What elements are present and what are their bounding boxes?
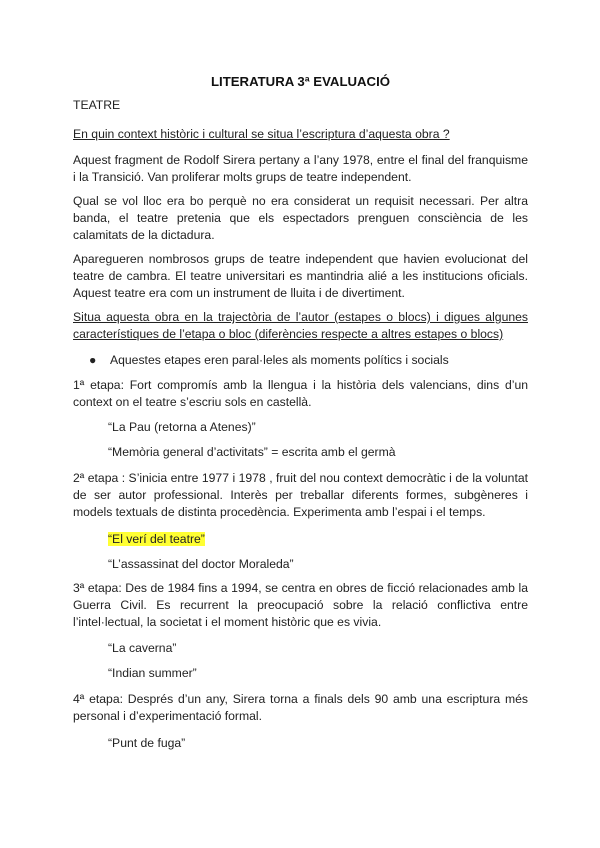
question-2: Situa aquesta obra en la trajectòria de l’autor (estapes o blocs) i digues algunes característiques de l’etapa o bloc (diferències respecte a altres estapes o blocs) [73,310,528,341]
page-title: LITERATURA 3ª EVALUACIÓ [210,74,390,89]
section-heading: TEATRE [73,98,121,112]
stage-1-description: 1ª etapa: Fort compromís amb la llengua i la història dels valencians, dins d’un context on el teatre s’escriu sols en castellà. [73,378,528,409]
paragraph-1: Aquest fragment de Rodolf Sirera pertany a l’any 1978, entre el final del franquisme i la Transició. Van proliferar molts grups de teatre independent. [73,153,528,184]
bullet-text: Aquestes etapes eren paral·leles als moments polítics i socials [110,353,449,367]
paragraph-3: Aparegueren nombrosos grups de teatre independent que havien evolucionat del teatre de cambra. El teatre universitari es mantindria alié a les institucions oficials. Aquest teatre era com un instrument de lluita i de divertiment. [73,252,528,300]
stage-4-work-1: “Punt de fuga” [108,736,186,750]
paragraph-2: Qual se vol lloc era bo perquè no era considerat un requisit necessari. Per altra banda, el teatre pretenia que els espectadors prenguen consciència de les calamitats de la dictadura. [73,194,528,242]
stage-2-work-2: “L’assassinat del doctor Moraleda” [108,557,294,571]
highlighted-title: “El verí del teatre” [108,532,205,546]
stage-1-work-1: “La Pau (retorna a Atenes)” [108,420,256,434]
stage-4-description: 4ª etapa: Després d’un any, Sirera torna a finals dels 90 amb una escriptura més personal i d’experimentació formal. [73,692,528,723]
stage-3-work-1: “La caverna” [108,641,177,655]
stage-3-work-2: “Indian summer” [108,666,197,680]
question-1: En quin context històric i cultural se situa l’escriptura d’aquesta obra ? [73,127,450,141]
stage-1-work-2: “Memòria general d’activitats” = escrita amb el germà [108,445,396,459]
stage-3-description: 3ª etapa: Des de 1984 fins a 1994, se centra en obres de ficció relacionades amb la Guerra Civil. Es recurrent la preocupació sobre la relació conflictiva entre l’intel·lectual, la societat i el moment històric que es vivia. [73,581,528,629]
bullet-icon: ● [89,353,97,367]
stage-2-description: 2ª etapa : S’inicia entre 1977 i 1978 , fruit del nou context democràtic i de la voluntat de ser autor professional. Interès per treballar diferents formes, subgèneres i models textuals de distinta procedència. Experimenta amb l’espai i el temps. [73,471,528,519]
stage-2-work-1 [108,531,205,548]
